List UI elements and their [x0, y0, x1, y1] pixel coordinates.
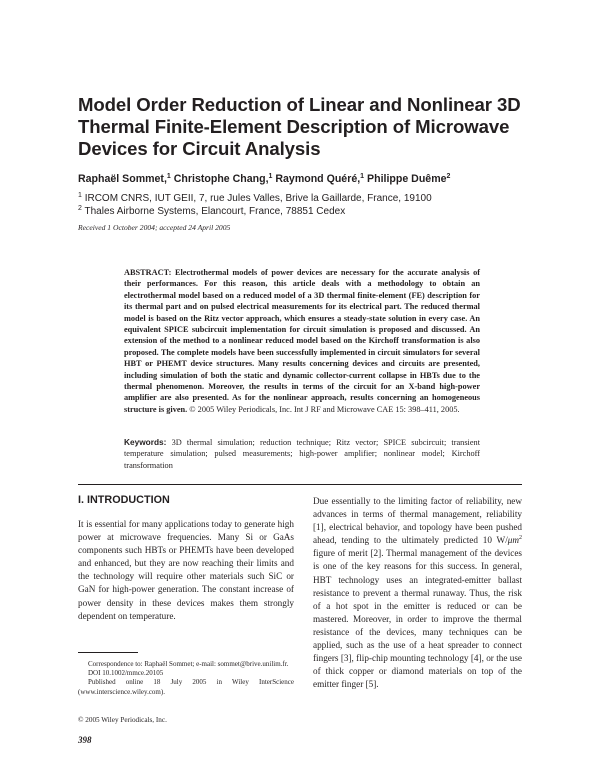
- footnote-published: Published online 18 July 2005 in Wiley InterScience (www.interscience.wiley.com).: [78, 678, 294, 696]
- keywords-list: 3D thermal simulation; reduction technique; Ritz vector; SPICE subcircuit; transient temperature simulation; pulsed measurements; high-power amplifier; nonlinear model; Kirchoff transformation: [124, 438, 480, 470]
- abstract-citation: © 2005 Wiley Periodicals, Inc. Int J RF and Microwave CAE 15: 398–411, 2005.: [187, 404, 460, 414]
- unit-exponent: 2: [519, 535, 522, 542]
- footnote-doi: DOI 10.1002/mmce.20105: [88, 669, 164, 678]
- affiliation: [78, 193, 432, 204]
- title-line: Devices for Circuit Analysis: [78, 138, 321, 159]
- affiliation-number: 2: [78, 205, 82, 212]
- author-name: Philippe Duême: [367, 173, 447, 185]
- affiliation: [78, 206, 345, 217]
- affiliation-text: IRCOM CNRS, IUT GEII, 7, rue Jules Valles, Brive la Gaillarde, France, 19100: [84, 193, 432, 204]
- title-line: Thermal Finite-Element Description of Microwave: [78, 116, 510, 137]
- keywords-label: Keywords:: [124, 437, 167, 447]
- footnote-correspondence: Correspondence to: Raphaël Sommet; e-mail: sommet@brive.unilim.fr.: [88, 660, 289, 668]
- section-heading: I. INTRODUCTION: [78, 494, 170, 506]
- body-paragraph: It is essential for many applications today to generate high power at microwave frequencies. Many Si or GaAs components such HBTs or PHEMTs have been developed and enhanced, but they are now reaching their limits and the technology will require other materials such SiC or GaN for high-power generation. The constant increase of power density in these devices makes them strongly dependent on temperature.: [78, 519, 294, 621]
- author-affiliation-mark: 1: [360, 173, 365, 180]
- title-line: Model Order Reduction of Linear and Nonlinear 3D: [78, 94, 521, 115]
- article-title: [78, 94, 538, 160]
- abstract-body: ABSTRACT: Electrothermal models of power devices are necessary for the accurate analysis of their performances. For this reason, this article deals with a methodology to obtain an electrothermal model based on a reduced model of a 3D thermal finite-element (FE) description for its thermal part and on pulsed electrical measurements for its electrical part. The reduced thermal model is based on the Ritz vector approach, which ensures a steady-state solution in every case. An equivalent SPICE subcircuit implementation for circuit simulation is proposed and discussed. An extension of the method to a nonlinear reduced model based on the Kirchoff transformation is also proposed. The complete models have been successfully implemented in circuit simulators for several HBT or PHEMT device structures. Many results concerning devices and circuits are presented, including simulation of both the static and dynamic collector-current collapse in HBTs due to the thermal phenomenon. Moreover, the results in terms of the circuit for an X-band high-power amplifier are also presented. As for the nonlinear approach, results concerning an homogeneous structure is given.: [124, 268, 480, 414]
- author-affiliation-mark: 1: [166, 173, 171, 180]
- keywords: [124, 437, 480, 471]
- unit-symbol: μm: [507, 535, 519, 546]
- affiliation-text: Thales Airborne Systems, Elancourt, France, 78851 Cedex: [84, 206, 346, 217]
- author-affiliation-mark: 1: [268, 173, 273, 180]
- author-name: Raymond Quéré,: [275, 173, 361, 185]
- author-affiliation-mark: 2: [446, 173, 451, 180]
- page-number: 398: [78, 735, 92, 745]
- body-column-right: [313, 495, 522, 691]
- copyright-notice: © 2005 Wiley Periodicals, Inc.: [78, 716, 167, 724]
- body-text: figure of merit [2]. Thermal management of the devices is one of the key reasons for this success. In general, HBT technology uses an integrated-emitter ballast resistance to prevent a thermal runaway. Thus, the risk of a hot spot in the emitter is reduced or can be mastered. Moreover, in order to improve the thermal resistance of the devices, many techniques can be applied, such as the use of a heat spreader to connect fingers [3], flip-chip mounting technology [4], or the use of thick copper or diamond materials on top of the emitter finger [5].: [313, 548, 522, 690]
- body-text: Due essentially to the limiting factor of reliability, new advances in terms of thermal management, reliability [1], electrical behavior, and topology have been pushed ahead, tending to the ultimately predicted 10 W/: [313, 496, 522, 546]
- footnotes: [78, 660, 294, 697]
- author-name: Christophe Chang,: [173, 173, 269, 185]
- footnote-divider: [78, 652, 138, 653]
- author-name: Raphaël Sommet,: [78, 173, 167, 185]
- body-paragraph: [313, 495, 522, 691]
- section-divider: [78, 484, 522, 485]
- author-list: [78, 173, 450, 185]
- affiliation-number: 1: [78, 192, 82, 199]
- received-date: Received 1 October 2004; accepted 24 April 2005: [78, 223, 231, 232]
- body-column-left: [78, 518, 294, 623]
- abstract: [124, 267, 480, 415]
